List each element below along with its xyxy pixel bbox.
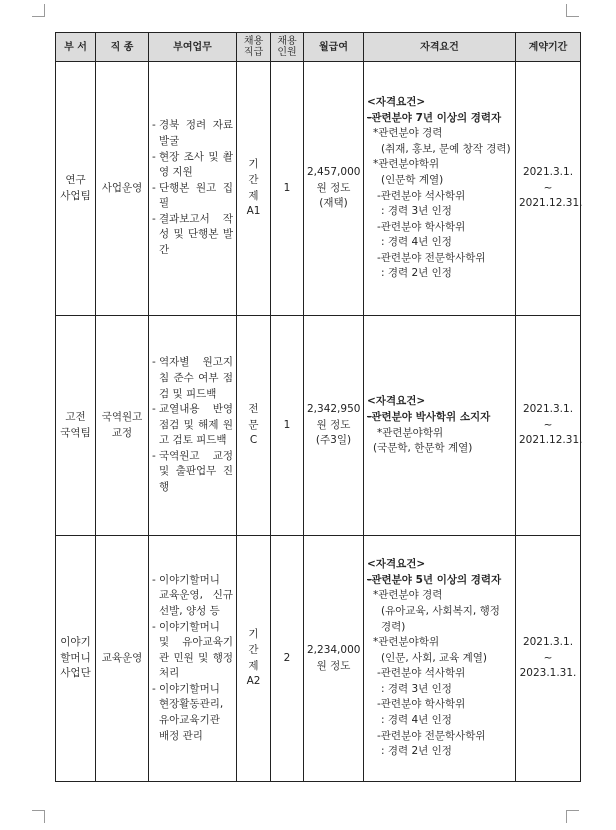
dept-cell: 연구 사업팀 (56, 62, 96, 316)
qual-headline: -관련분야 5년 이상의 경력자 (367, 573, 502, 586)
header-period: 계약기간 (516, 33, 581, 62)
duty-item: - 교열내용 반영 점검 및 해제 원고 검토 피드백 (152, 403, 233, 447)
period-cell: 2021.3.1. ~ 2023.1.31. (516, 536, 581, 782)
header-pay: 월급여 (304, 33, 364, 62)
period-cell: 2021.3.1. ~ 2021.12.31. (516, 62, 581, 316)
qual-cell: <자격요건> -관련분야 박사학위 소지자 *관련분야학위 (국문학, 한문학 계열) (364, 316, 516, 536)
duty-item: - 이야기할머니 현장활동관리, 유아교육기관 배정 관리 (152, 682, 224, 742)
dept-cell: 이야기 할머니 사업단 (56, 536, 96, 782)
hire-type-cell: 기 간 제 A2 (237, 536, 271, 782)
hire-count-cell: 2 (271, 536, 304, 782)
header-qual: 자격요건 (364, 33, 516, 62)
duty-item: - 현장 조사 및 촬영 지원 (152, 150, 233, 179)
header-job: 직 종 (96, 33, 149, 62)
duty-item: - 이야기할머니 및 유아교육기관 민원 및 행정처리 (152, 620, 233, 680)
job-cell: 교육운영 (96, 536, 149, 782)
page-corner-mark (566, 810, 579, 823)
job-cell: 사업운영 (96, 62, 149, 316)
table-row (56, 62, 581, 316)
recruitment-table (55, 32, 581, 782)
table-row (56, 536, 581, 782)
header-dept: 부 서 (56, 33, 96, 62)
pay-cell: 2,342,950 원 정도 (주3일) (304, 316, 364, 536)
page-corner-mark (32, 810, 45, 823)
duty-item: - 이야기할머니 교육운영, 신규 선발, 양성 등 (152, 573, 233, 617)
qual-headline: -관련분야 박사학위 소지자 (367, 410, 491, 423)
duties-cell (149, 316, 237, 536)
hire-type-cell: 기 간 제 A1 (237, 62, 271, 316)
qual-headline: -관련분야 7년 이상의 경력자 (367, 111, 502, 124)
job-cell: 국역원고 교정 (96, 316, 149, 536)
table-row (56, 316, 581, 536)
header-hire-count: 채용 인원 (271, 33, 304, 62)
qual-title: <자격요건> (367, 395, 426, 408)
qual-title: <자격요건> (367, 95, 426, 108)
qual-cell: <자격요건> -관련분야 5년 이상의 경력자 *관련분야 경력 (유아교육, 사회복지, 행정 경력) *관련분야학위 (인문, 사회, 교육 계열) -관련분야 석사학위 : 경력 3년 인정 -관련분야 학사학위 : 경력 4년 인정 -관련분야 전문학사학위 : 경력 2년 인정 (364, 536, 516, 782)
hire-count-cell: 1 (271, 316, 304, 536)
period-cell: 2021.3.1. ~ 2021.12.31. (516, 316, 581, 536)
page-corner-mark (32, 4, 45, 17)
duty-item: - 국역원고 교정 및 출판업무 진행 (152, 449, 233, 494)
page-corner-mark (566, 4, 579, 17)
duty-item: - 경북 정려 자료 발굴 (152, 119, 233, 147)
duty-item: - 역자별 원고지침 준수 여부 점검 및 피드백 (152, 356, 233, 400)
header-duties: 부여업무 (149, 33, 237, 62)
duties-cell (149, 536, 237, 782)
dept-cell: 고전 국역팀 (56, 316, 96, 536)
header-hire-type: 채용 직급 (237, 33, 271, 62)
pay-cell: 2,234,000 원 정도 (304, 536, 364, 782)
hire-type-cell: 전 문 C (237, 316, 271, 536)
qual-cell: <자격요건> -관련분야 7년 이상의 경력자 *관련분야 경력 (취재, 홍보, 문예 창작 경력) *관련분야학위 (인문학 계열) -관련분야 석사학위 : 경력 3년 인정 -관련분야 학사학위 : 경력 4년 인정 -관련분야 전문학사학위 : 경력 2년 인정 (364, 62, 516, 316)
duties-cell (149, 62, 237, 316)
hire-count-cell: 1 (271, 62, 304, 316)
table-header-row (56, 33, 581, 62)
qual-title: <자격요건> (367, 558, 426, 571)
duty-item: - 결과보고서 작성 및 단행본 발간 (152, 212, 233, 257)
duty-item: - 단행본 원고 집필 (152, 181, 233, 210)
pay-cell: 2,457,000 원 정도 (재택) (304, 62, 364, 316)
